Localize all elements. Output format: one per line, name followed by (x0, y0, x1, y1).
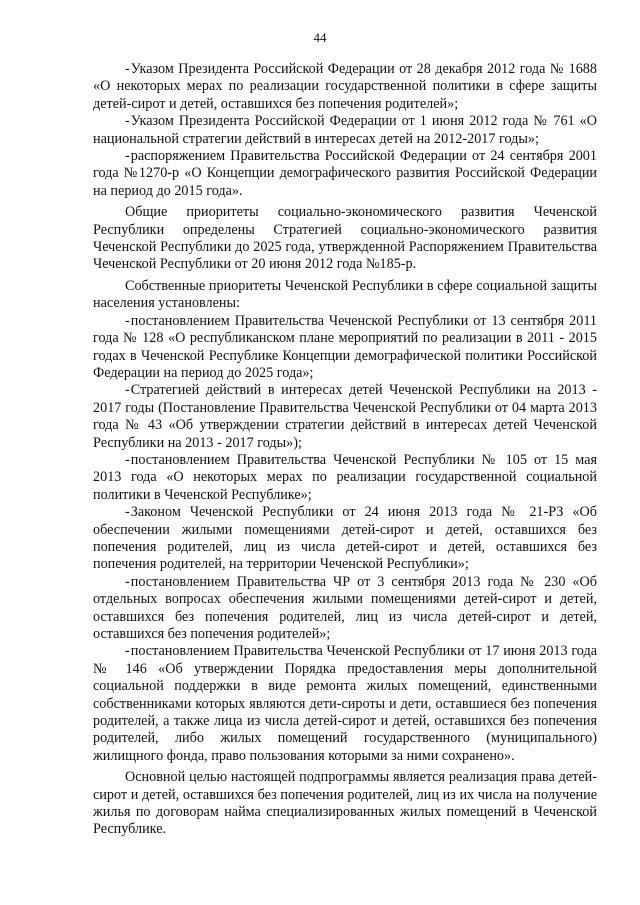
list-item (93, 574, 597, 644)
list-dash: - (125, 643, 130, 660)
list-dash: - (125, 61, 130, 77)
list-dash: - (125, 451, 130, 468)
list-dash: - (125, 312, 130, 329)
paragraph-text: Стратегией действий в интересах детей Чеченской Республики на 2013 - 2017 годы (Постановление Правительства Чеченской Республики от 04 марта 2013 года № 43 «Об утверждении стратегии действий в интересах детей Чеченской Республики на 2013 - 2017 годы»); (93, 382, 597, 451)
paragraph-text: Указом Президента Российской Федерации от 1 июня 2012 года № 761 «О национальной стратегии действий в интересах детей на 2012-2017 годы»; (93, 113, 597, 147)
paragraph-text: распоряжением Правительства Российской Федерации от 24 сентября 2001 года №1270-р «О Концепции демографического развития Российской Федерации на период до 2015 года». (93, 148, 597, 199)
list-item (93, 452, 597, 504)
list-dash: - (125, 148, 130, 165)
list-item (93, 148, 597, 200)
paragraph (93, 769, 597, 839)
paragraph-text: постановлением Правительства ЧР от 3 сентября 2013 года № 230 «Об отдельных вопросах обеспечения жилыми помещениями детей-сирот и детей, оставшихся без попечения родителей, лиц из числа детей-сирот и детей, оставшихся без попечения родителей»; (93, 573, 597, 642)
paragraph-text: постановлением Правительства Чеченской Республики № 105 от 15 мая 2013 года «О некоторых мерах по реализации государственной социальной политики в Чеченской Республике»; (93, 451, 597, 503)
list-dash: - (125, 573, 130, 590)
document-body (93, 61, 597, 839)
paragraph-text: Общие приоритеты социально-экономического развития Чеченской Республики определены Стратегией социально-экономического развития Чеченской Республики до 2025 года, утвержденной Распоряжением Правительства Чеченской Республики от 20 июня 2012 года №185-р. (93, 204, 597, 273)
list-item (93, 504, 597, 574)
paragraph-text: постановлением Правительства Чеченской Республики от 13 сентября 2011 года № 128 «О республиканском плане мероприятий по реализации в 2011 - 2015 годах в Чеченской Республике Концепции демографической политики Российской Федерации на период до 2025 года»; (93, 312, 597, 381)
paragraph-text: постановлением Правительства Чеченской Республики от 17 июня 2013 года № 146 «Об утверждении Порядка предоставления меры дополнительной социальной поддержки в виде ремонта жилых помещений, единственными собственниками которых являются дети-сироты и дети, оставшиеся без попечения родителей, а также лица из числа детей-сирот и детей, оставшихся без попечения родителей, либо жилых помещений государственного (муниципального) жилищного фонда, право пользования которыми за ними сохранено». (93, 643, 597, 764)
paragraph (93, 278, 597, 313)
paragraph-text: Законом Чеченской Республики от 24 июня 2013 года № 21-РЗ «Об обеспечении жилыми помещениями детей-сирот и детей, оставшихся без попечения родителей, лиц из числа детей-сирот и детей, оставшихся без попечения родителей, на территории Чеченской Республики»; (93, 504, 597, 573)
list-item (93, 382, 597, 452)
list-item (93, 643, 597, 765)
list-item (93, 313, 597, 383)
list-item (93, 61, 597, 113)
list-dash: - (125, 504, 130, 521)
paragraph-text: Основной целью настоящей подпрограммы является реализация права детей-сирот и детей, оставшихся без попечения родителей, лиц из их числа на получение жилья по договорам найма специализированных жилых помещений в Чеченской Республике. (93, 769, 597, 838)
paragraph-text: Указом Президента Российской Федерации от 28 декабря 2012 года № 1688 «О некоторых мерах по реализации государственной политики в сфере защиты детей-сирот и детей, оставшихся без попечения родителей»; (93, 61, 597, 112)
list-dash: - (125, 382, 130, 399)
paragraph (93, 204, 597, 274)
list-item (93, 113, 597, 148)
list-dash: - (125, 113, 130, 130)
page-number: 44 (313, 30, 327, 45)
paragraph-text: Собственные приоритеты Чеченской Республики в сфере социальной защиты населения установлены: (93, 277, 597, 312)
